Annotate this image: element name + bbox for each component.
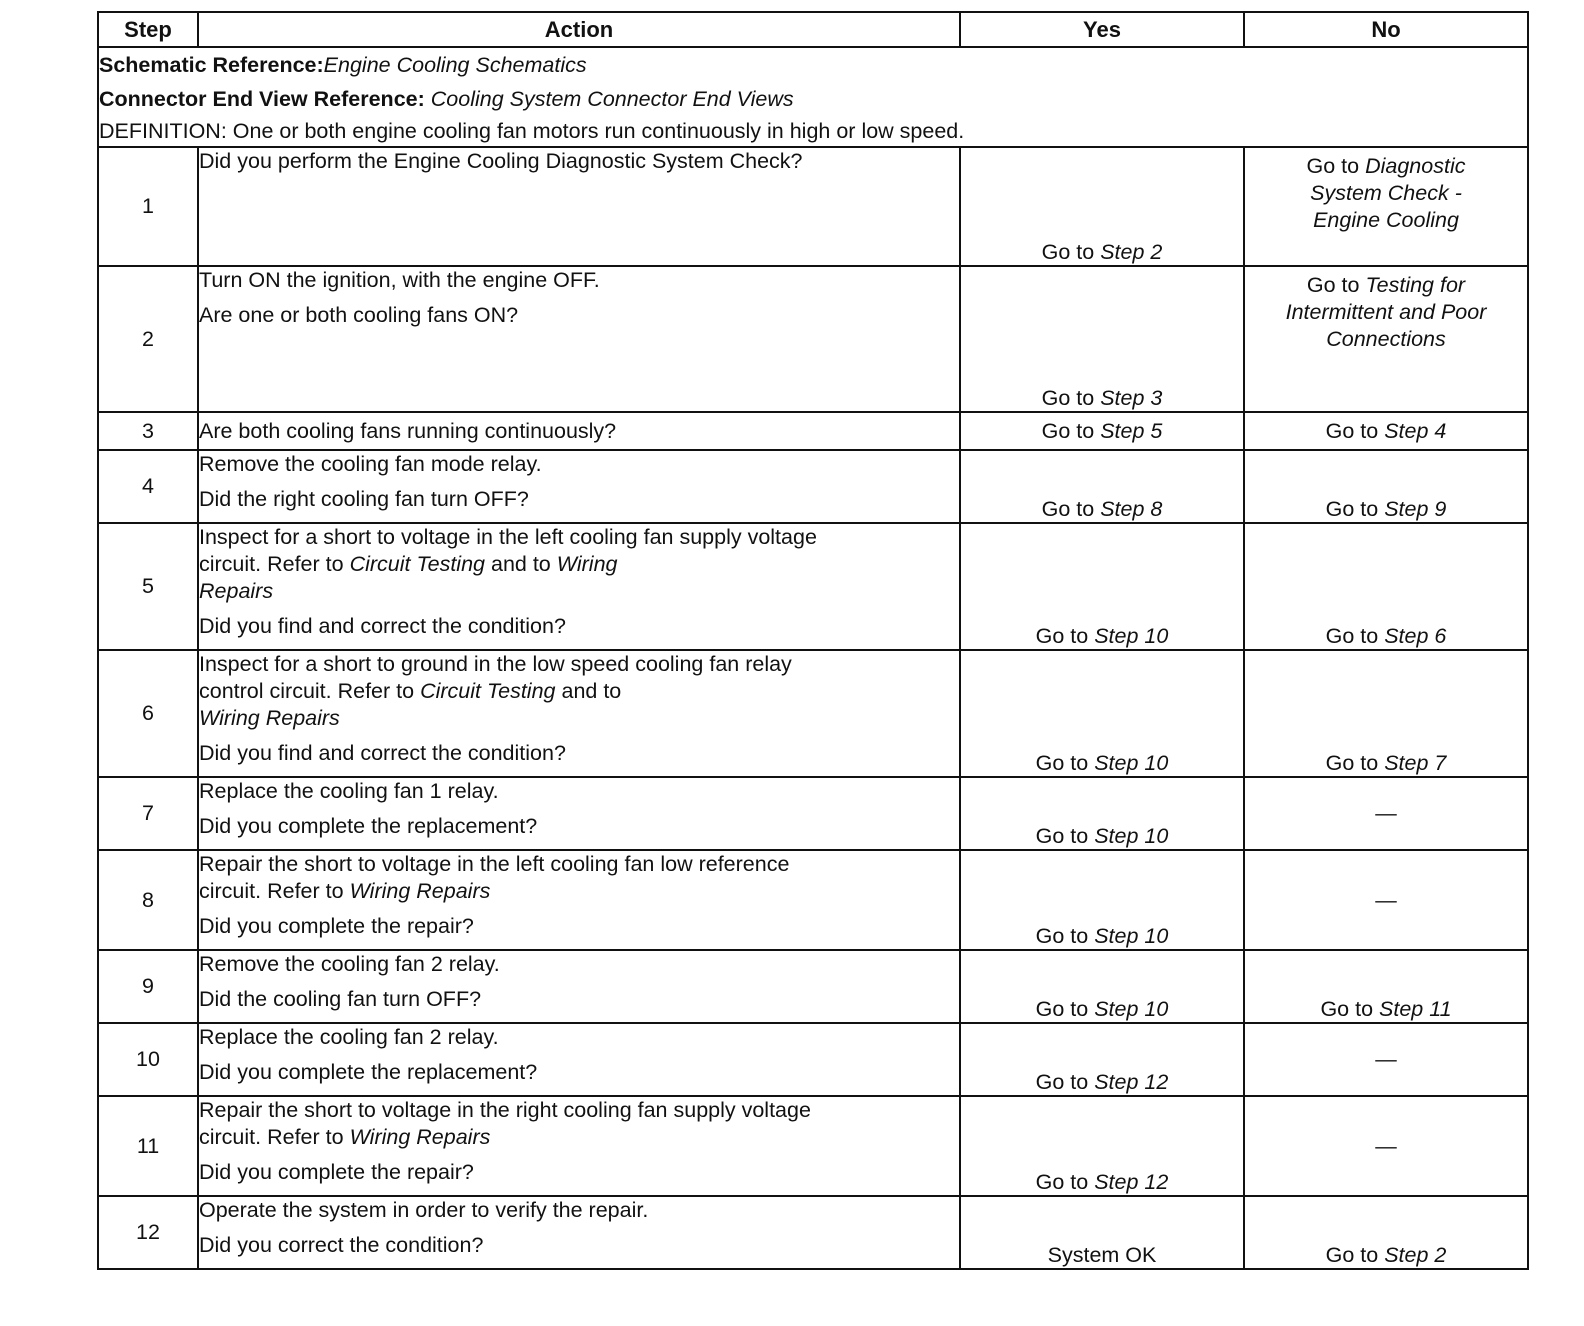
header-yes: Yes bbox=[960, 12, 1244, 47]
header-action: Action bbox=[198, 12, 960, 47]
no-step-link[interactable]: Step 2 bbox=[1384, 1243, 1447, 1267]
schematic-reference-link[interactable]: Engine Cooling Schematics bbox=[323, 53, 587, 77]
table-row bbox=[98, 650, 1528, 777]
action-cell: Repair the short to voltage in the right cooling fan supply voltage circuit. Refer to Wiring Repairs Did you complete the repair? bbox=[198, 1096, 960, 1196]
yes-step-link[interactable]: Step 12 bbox=[1094, 1170, 1169, 1194]
no-cell bbox=[1244, 1096, 1528, 1196]
connector-reference: Connector End View Reference: Cooling System Connector End Views bbox=[99, 87, 794, 111]
table-row bbox=[98, 450, 1528, 523]
reference-cell bbox=[98, 47, 1528, 147]
no-cell: Go to Diagnostic System Check - Engine Cooling bbox=[1244, 147, 1528, 266]
yes-cell: Go to Step 2 bbox=[960, 147, 1244, 266]
circuit-testing-link[interactable]: Circuit Testing bbox=[349, 552, 485, 576]
yes-cell: Go to Step 10 bbox=[960, 950, 1244, 1023]
table-row bbox=[98, 1196, 1528, 1269]
system-ok: System OK bbox=[1047, 1243, 1157, 1267]
yes-step-link[interactable]: Step 10 bbox=[1094, 924, 1169, 948]
table-row bbox=[98, 1023, 1528, 1096]
no-cell: Go to Step 7 bbox=[1244, 650, 1528, 777]
schematic-reference: Schematic Reference:Engine Cooling Schematics bbox=[99, 53, 587, 77]
yes-step-link[interactable]: Step 2 bbox=[1100, 240, 1163, 264]
yes-step-link[interactable]: Step 3 bbox=[1100, 386, 1163, 410]
no-cell: Go to Step 9 bbox=[1244, 450, 1528, 523]
table-row bbox=[98, 147, 1528, 266]
dash: — bbox=[1375, 801, 1397, 825]
yes-step-link[interactable]: Step 10 bbox=[1094, 751, 1169, 775]
no-step-link[interactable]: Step 11 bbox=[1379, 997, 1452, 1021]
no-cell: Go to Step 6 bbox=[1244, 523, 1528, 650]
wiring-repairs-link[interactable]: Wiring Repairs bbox=[199, 706, 340, 730]
action-cell: Turn ON the ignition, with the engine OFF. Are one or both cooling fans ON? bbox=[198, 266, 960, 412]
no-cell: Go to Testing for Intermittent and Poor Connections bbox=[1244, 266, 1528, 412]
header-row bbox=[98, 12, 1528, 47]
no-step-link[interactable]: Diagnostic bbox=[1365, 154, 1466, 178]
yes-cell: Go to Step 10 bbox=[960, 523, 1244, 650]
step-number: 8 bbox=[98, 850, 198, 950]
action-cell: Inspect for a short to ground in the low speed cooling fan relay control circuit. Refer to Circuit Testing and to Wiring Repairs Did you find and correct the condition? bbox=[198, 650, 960, 777]
yes-step-link[interactable]: Step 10 bbox=[1094, 997, 1169, 1021]
step-number: 11 bbox=[98, 1096, 198, 1196]
table-row bbox=[98, 266, 1528, 412]
reference-row bbox=[98, 47, 1528, 147]
yes-cell: Go to Step 5 bbox=[960, 412, 1244, 450]
question: Did the cooling fan turn OFF? bbox=[199, 987, 482, 1011]
yes-cell bbox=[960, 1196, 1244, 1269]
question: Are both cooling fans running continuously? bbox=[199, 418, 617, 443]
step-number: 2 bbox=[98, 266, 198, 412]
yes-cell: Go to Step 10 bbox=[960, 650, 1244, 777]
step-number: 1 bbox=[98, 147, 198, 266]
yes-step-link[interactable]: Step 12 bbox=[1094, 1070, 1169, 1094]
table-row bbox=[98, 412, 1528, 450]
no-cell: Go to Step 4 bbox=[1244, 412, 1528, 450]
no-cell bbox=[1244, 1023, 1528, 1096]
question: Did you complete the repair? bbox=[199, 1160, 474, 1184]
dash: — bbox=[1375, 1133, 1397, 1158]
dash: — bbox=[1375, 887, 1397, 912]
no-cell: Go to Step 11 bbox=[1244, 950, 1528, 1023]
question: Did you complete the replacement? bbox=[199, 1060, 538, 1084]
table-row bbox=[98, 1096, 1528, 1196]
yes-cell: Go to Step 10 bbox=[960, 777, 1244, 850]
yes-step-link[interactable]: Step 8 bbox=[1100, 497, 1163, 521]
yes-step-link[interactable]: Step 10 bbox=[1094, 624, 1169, 648]
question: Did the right cooling fan turn OFF? bbox=[199, 487, 529, 511]
no-cell bbox=[1244, 777, 1528, 850]
action-cell bbox=[198, 412, 960, 450]
wiring-repairs-link[interactable]: Wiring bbox=[556, 552, 618, 576]
no-cell: Go to Step 2 bbox=[1244, 1196, 1528, 1269]
connector-reference-link[interactable]: Cooling System Connector End Views bbox=[430, 87, 794, 111]
action-cell: Inspect for a short to voltage in the left cooling fan supply voltage circuit. Refer to Circuit Testing and to Wiring Repairs Did you find and correct the condition? bbox=[198, 523, 960, 650]
no-step-link[interactable]: Step 4 bbox=[1384, 418, 1447, 443]
question: Did you complete the repair? bbox=[199, 914, 474, 938]
action-cell: Remove the cooling fan mode relay. Did the right cooling fan turn OFF? bbox=[198, 450, 960, 523]
no-step-link[interactable]: Step 6 bbox=[1384, 624, 1447, 648]
table-row bbox=[98, 777, 1528, 850]
yes-cell: Go to Step 8 bbox=[960, 450, 1244, 523]
action-cell: Operate the system in order to verify the repair. Did you correct the condition? bbox=[198, 1196, 960, 1269]
question: Did you perform the Engine Cooling Diagnostic System Check? bbox=[199, 149, 803, 173]
yes-cell: Go to Step 12 bbox=[960, 1096, 1244, 1196]
header-step: Step bbox=[98, 12, 198, 47]
no-step-link[interactable]: Step 7 bbox=[1384, 751, 1447, 775]
no-step-link[interactable]: Step 9 bbox=[1384, 497, 1447, 521]
diagnostic-table bbox=[97, 11, 1529, 1270]
yes-cell: Go to Step 10 bbox=[960, 850, 1244, 950]
table-row bbox=[98, 950, 1528, 1023]
yes-step-link[interactable]: Step 5 bbox=[1100, 418, 1163, 443]
action-cell: Replace the cooling fan 2 relay. Did you complete the replacement? bbox=[198, 1023, 960, 1096]
step-number: 10 bbox=[98, 1023, 198, 1096]
yes-cell: Go to Step 3 bbox=[960, 266, 1244, 412]
no-step-link[interactable]: Testing for bbox=[1365, 273, 1466, 297]
action-cell: Repair the short to voltage in the left cooling fan low reference circuit. Refer to Wiring Repairs Did you complete the repair? bbox=[198, 850, 960, 950]
action-cell bbox=[198, 147, 960, 266]
step-number: 9 bbox=[98, 950, 198, 1023]
step-number: 5 bbox=[98, 523, 198, 650]
definition: DEFINITION: One or both engine cooling fan motors run continuously in high or low speed. bbox=[99, 119, 965, 143]
question: Did you correct the condition? bbox=[199, 1233, 484, 1257]
dash: — bbox=[1375, 1047, 1397, 1071]
question: Did you complete the replacement? bbox=[199, 814, 538, 838]
step-number: 3 bbox=[98, 412, 198, 450]
wiring-repairs-link[interactable]: Wiring Repairs bbox=[349, 879, 491, 903]
action-cell: Remove the cooling fan 2 relay. Did the cooling fan turn OFF? bbox=[198, 950, 960, 1023]
question: Are one or both cooling fans ON? bbox=[199, 303, 519, 327]
wiring-repairs-link[interactable]: Wiring Repairs bbox=[349, 1125, 491, 1149]
step-number: 12 bbox=[98, 1196, 198, 1269]
question: Did you find and correct the condition? bbox=[199, 741, 566, 765]
step-number: 4 bbox=[98, 450, 198, 523]
table-row bbox=[98, 850, 1528, 950]
yes-cell: Go to Step 12 bbox=[960, 1023, 1244, 1096]
header-no: No bbox=[1244, 12, 1528, 47]
action-cell: Replace the cooling fan 1 relay. Did you complete the replacement? bbox=[198, 777, 960, 850]
no-cell bbox=[1244, 850, 1528, 950]
step-number: 7 bbox=[98, 777, 198, 850]
step-number: 6 bbox=[98, 650, 198, 777]
yes-step-link[interactable]: Step 10 bbox=[1094, 824, 1169, 848]
table-row bbox=[98, 523, 1528, 650]
circuit-testing-link[interactable]: Circuit Testing bbox=[420, 679, 556, 703]
question: Did you find and correct the condition? bbox=[199, 614, 566, 638]
